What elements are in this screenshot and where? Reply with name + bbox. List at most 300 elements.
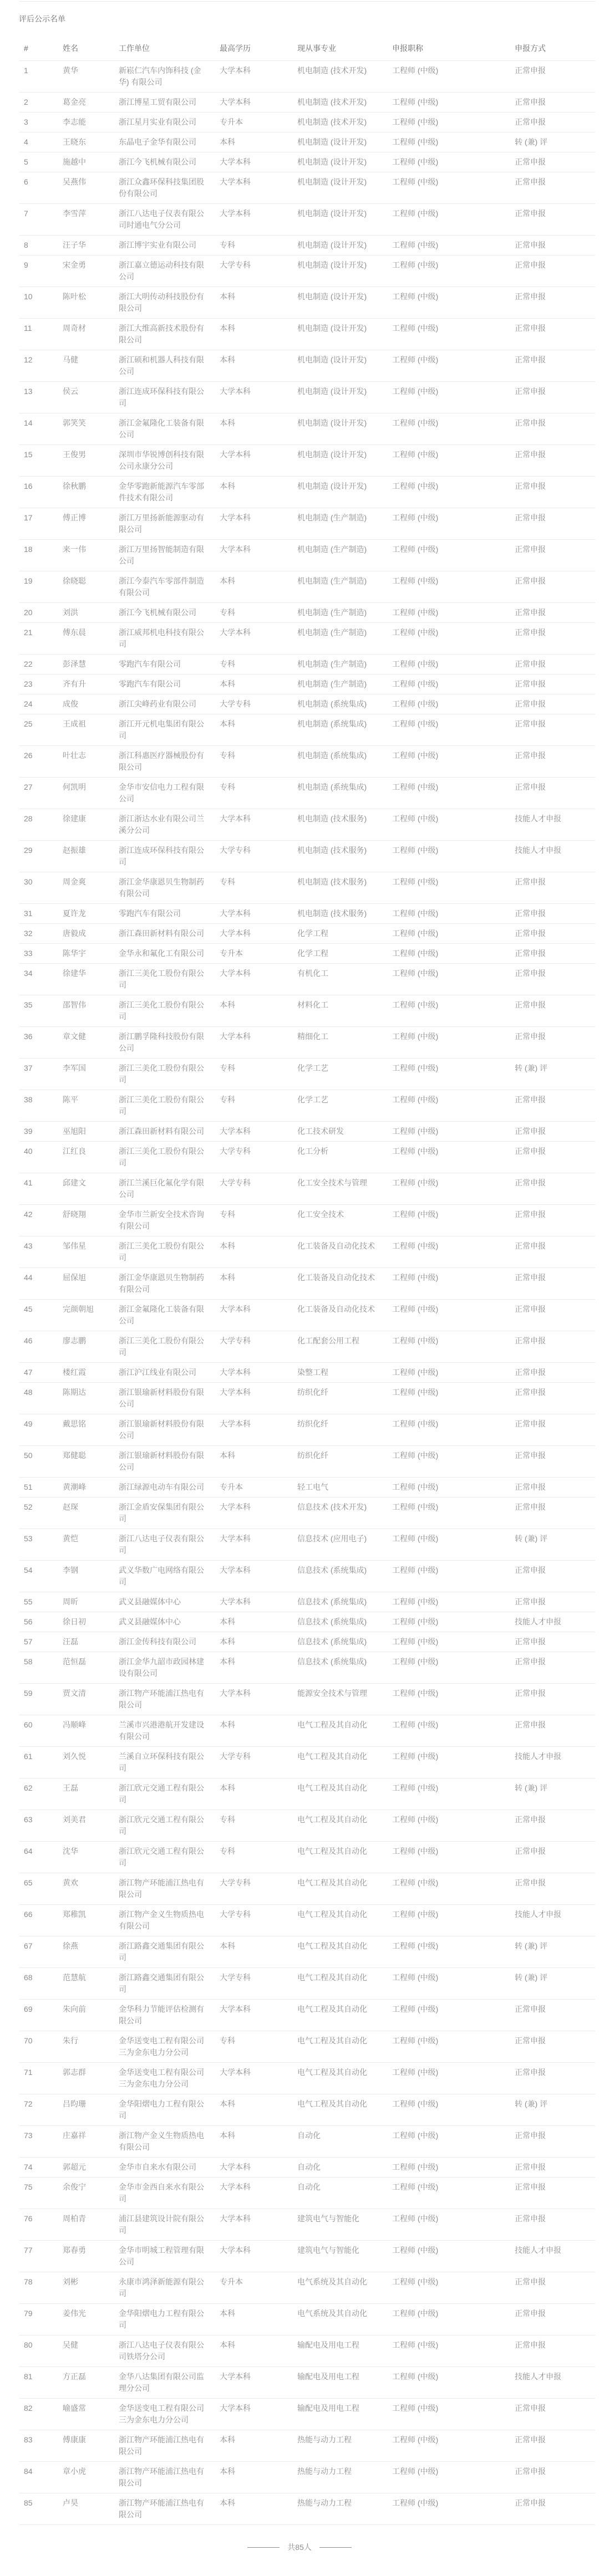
name-cell: 汪磊 [58, 1632, 114, 1652]
method-cell: 正常申报 [510, 1632, 595, 1652]
table-row [19, 904, 595, 924]
method-cell: 正常申报 [510, 603, 595, 623]
title-cell: 工程师 (中级) [388, 2335, 510, 2367]
index-cell: 3 [19, 113, 58, 132]
employer-cell: 浙江银瑜新材料股份有限公司 [114, 1414, 215, 1446]
table-row [19, 1652, 595, 1684]
name-cell: 余俊宁 [58, 2178, 114, 2209]
index-cell: 33 [19, 944, 58, 964]
title-cell: 工程师 (中级) [388, 2272, 510, 2304]
education-cell: 大学本科 [215, 382, 293, 413]
profession-cell: 输配电及用电工程 [293, 2367, 388, 2399]
employer-cell: 浙江连成环保科技有限公司 [114, 841, 215, 872]
method-cell: 正常申报 [510, 2158, 595, 2178]
name-cell: 沈华 [58, 1842, 114, 1873]
method-cell: 正常申报 [510, 287, 595, 319]
employer-cell: 浙江物产环能浦江热电有限公司 [114, 1684, 215, 1715]
table-row [19, 2000, 595, 2031]
method-cell: 正常申报 [510, 1478, 595, 1497]
profession-cell: 材料化工 [293, 995, 388, 1027]
employer-cell: 浙江嘉立德运动科技有限公司 [114, 255, 215, 287]
employer-cell: 浙江金华九韶市政园林建设有限公司 [114, 1652, 215, 1684]
employer-cell: 浙江路鑫交通集团有限公司 [114, 1968, 215, 2000]
title-cell: 工程师 (中级) [388, 714, 510, 746]
title-cell: 工程师 (中级) [388, 1142, 510, 1173]
name-cell: 徐秋鹏 [58, 477, 114, 508]
education-cell: 大学本科 [215, 964, 293, 995]
title-cell: 工程师 (中级) [388, 1715, 510, 1747]
profession-cell: 机电制造 (生产制造) [293, 674, 388, 694]
profession-cell: 电气系统及其自动化 [293, 2272, 388, 2304]
column-header-employer: 工作单位 [114, 37, 215, 61]
method-cell: 正常申报 [510, 571, 595, 603]
education-cell: 本科 [215, 1446, 293, 1478]
table-row [19, 1592, 595, 1612]
method-cell: 转 (兼) 评 [510, 132, 595, 152]
profession-cell: 热能与动力工程 [293, 2462, 388, 2493]
title-cell: 工程师 (中级) [388, 2031, 510, 2063]
index-cell: 79 [19, 2304, 58, 2335]
name-cell: 陈华宇 [58, 944, 114, 964]
education-cell: 大学本科 [215, 623, 293, 655]
title-cell: 工程师 (中级) [388, 319, 510, 350]
index-cell: 20 [19, 603, 58, 623]
employer-cell: 东晶电子金华有限公司 [114, 132, 215, 152]
method-cell: 转 (兼) 评 [510, 1936, 595, 1968]
name-cell: 周奇材 [58, 319, 114, 350]
table-row [19, 1059, 595, 1090]
column-header-name: 姓名 [58, 37, 114, 61]
education-cell: 本科 [215, 2462, 293, 2493]
table-row [19, 924, 595, 944]
table-row [19, 1090, 595, 1122]
profession-cell: 自动化 [293, 2178, 388, 2209]
method-cell: 正常申报 [510, 2272, 595, 2304]
table-row [19, 2209, 595, 2241]
name-cell: 王俊男 [58, 445, 114, 477]
title-cell: 工程师 (中级) [388, 841, 510, 872]
name-cell: 宋金勇 [58, 255, 114, 287]
employer-cell: 浙江威邦机电科技有限公司 [114, 623, 215, 655]
employer-cell: 金华送变电工程有限公司三为金东电力分公司 [114, 2031, 215, 2063]
employer-cell: 浙江物产金义生物质热电有限公司 [114, 1905, 215, 1936]
employer-cell: 浙江万里扬新能源驱动有限公司 [114, 508, 215, 540]
method-cell: 转 (兼) 评 [510, 1778, 595, 1810]
education-cell: 大学本科 [215, 2241, 293, 2272]
employer-cell: 浙江欣元交通工程有限公司 [114, 1810, 215, 1842]
index-cell: 25 [19, 714, 58, 746]
name-cell: 李志能 [58, 113, 114, 132]
education-cell: 专科 [215, 746, 293, 778]
title-cell: 工程师 (中级) [388, 964, 510, 995]
employer-cell: 浙江万里扬智能制造有限公司 [114, 540, 215, 571]
title-cell: 工程师 (中级) [388, 2126, 510, 2158]
method-cell: 正常申报 [510, 1300, 595, 1331]
profession-cell: 机电制造 (技术服务) [293, 872, 388, 904]
name-cell: 赵振雄 [58, 841, 114, 872]
index-cell: 64 [19, 1842, 58, 1873]
employer-cell: 浙江金华康恩贝生物制药有限公司 [114, 872, 215, 904]
title-cell: 工程师 (中级) [388, 1268, 510, 1300]
index-cell: 67 [19, 1936, 58, 1968]
name-cell: 刘彬 [58, 2272, 114, 2304]
name-cell: 黄恺 [58, 1529, 114, 1561]
education-cell: 专科 [215, 1059, 293, 1090]
title-cell: 工程师 (中级) [388, 674, 510, 694]
profession-cell: 机电制造 (系统集成) [293, 694, 388, 714]
name-cell: 郑稚凯 [58, 1905, 114, 1936]
table-row [19, 841, 595, 872]
profession-cell: 化工分析 [293, 1142, 388, 1173]
name-cell: 刘久悦 [58, 1747, 114, 1778]
employer-cell: 浙江兰溪巨化氟化学有限公司 [114, 1173, 215, 1205]
profession-cell: 电气系统及其自动化 [293, 2304, 388, 2335]
column-header-title: 申报职称 [388, 37, 510, 61]
profession-cell: 机电制造 (设计开发) [293, 172, 388, 204]
method-cell: 正常申报 [510, 2209, 595, 2241]
method-cell: 正常申报 [510, 904, 595, 924]
table-row [19, 382, 595, 413]
title-cell: 工程师 (中级) [388, 1684, 510, 1715]
education-cell: 专科 [215, 778, 293, 809]
title-cell: 工程师 (中级) [388, 152, 510, 172]
table-row [19, 2399, 595, 2430]
profession-cell: 建筑电气与智能化 [293, 2241, 388, 2272]
name-cell: 傅东晨 [58, 623, 114, 655]
education-cell: 专升本 [215, 944, 293, 964]
index-cell: 82 [19, 2399, 58, 2430]
name-cell: 李雪萍 [58, 204, 114, 236]
title-cell: 工程师 (中级) [388, 1529, 510, 1561]
method-cell: 正常申报 [510, 113, 595, 132]
title-cell: 工程师 (中级) [388, 382, 510, 413]
name-cell: 傅正博 [58, 508, 114, 540]
index-cell: 49 [19, 1414, 58, 1446]
method-cell: 正常申报 [510, 152, 595, 172]
profession-cell: 机电制造 (生产制造) [293, 508, 388, 540]
method-cell: 技能人才申报 [510, 1612, 595, 1632]
table-header-row [19, 37, 595, 61]
title-cell: 工程师 (中级) [388, 236, 510, 255]
index-cell: 6 [19, 172, 58, 204]
table-row [19, 113, 595, 132]
title-cell: 工程师 (中级) [388, 1968, 510, 2000]
profession-cell: 电气工程及其自动化 [293, 1936, 388, 1968]
employer-cell: 武义县融媒体中心 [114, 1612, 215, 1632]
name-cell: 陈期达 [58, 1383, 114, 1414]
profession-cell: 机电制造 (设计开发) [293, 152, 388, 172]
name-cell: 邱建文 [58, 1173, 114, 1205]
index-cell: 44 [19, 1268, 58, 1300]
method-cell: 正常申报 [510, 1414, 595, 1446]
employer-cell: 新崧仁汽车内饰科技 (金华) 有限公司 [114, 61, 215, 93]
method-cell: 正常申报 [510, 1810, 595, 1842]
method-cell: 正常申报 [510, 1122, 595, 1142]
method-cell: 正常申报 [510, 1090, 595, 1122]
index-cell: 54 [19, 1561, 58, 1592]
education-cell: 大学本科 [215, 1122, 293, 1142]
title-cell: 工程师 (中级) [388, 904, 510, 924]
employer-cell: 浙江众鑫环保科技集团股份有限公司 [114, 172, 215, 204]
education-cell: 大学专科 [215, 1968, 293, 2000]
title-cell: 工程师 (中级) [388, 2063, 510, 2094]
education-cell: 大学本科 [215, 93, 293, 113]
education-cell: 本科 [215, 2094, 293, 2126]
table-row [19, 1173, 595, 1205]
employer-cell: 浙江三美化工股份有限公司 [114, 964, 215, 995]
employer-cell: 浙江森田新材料有限公司 [114, 924, 215, 944]
index-cell: 7 [19, 204, 58, 236]
method-cell: 正常申报 [510, 746, 595, 778]
index-cell: 9 [19, 255, 58, 287]
index-cell: 28 [19, 809, 58, 841]
method-cell: 正常申报 [510, 872, 595, 904]
profession-cell: 输配电及用电工程 [293, 2399, 388, 2430]
table-row [19, 1905, 595, 1936]
profession-cell: 电气工程及其自动化 [293, 2000, 388, 2031]
name-cell: 郭超元 [58, 2158, 114, 2178]
table-row [19, 1842, 595, 1873]
profession-cell: 电气工程及其自动化 [293, 1778, 388, 1810]
method-cell: 正常申报 [510, 236, 595, 255]
employer-cell: 金华科力节能评估检测有限公司 [114, 2000, 215, 2031]
education-cell: 本科 [215, 1715, 293, 1747]
title-cell: 工程师 (中级) [388, 204, 510, 236]
education-cell: 大学本科 [215, 2178, 293, 2209]
profession-cell: 机电制造 (生产制造) [293, 603, 388, 623]
table-row [19, 1778, 595, 1810]
employer-cell: 金华送变电工程有限公司三为金东电力分公司 [114, 2399, 215, 2430]
title-cell: 工程师 (中级) [388, 1363, 510, 1383]
table-row [19, 1383, 595, 1414]
profession-cell: 机电制造 (系统集成) [293, 778, 388, 809]
profession-cell: 机电制造 (设计开发) [293, 319, 388, 350]
table-row [19, 508, 595, 540]
profession-cell: 纺织化纤 [293, 1446, 388, 1478]
table-row [19, 319, 595, 350]
name-cell: 范慧航 [58, 1968, 114, 2000]
index-cell: 69 [19, 2000, 58, 2031]
table-row [19, 2063, 595, 2094]
table-row [19, 204, 595, 236]
method-cell: 正常申报 [510, 714, 595, 746]
employer-cell: 金华八达集团有限公司监理分公司 [114, 2367, 215, 2399]
employer-cell: 金华市兰新安全技术咨询有限公司 [114, 1205, 215, 1236]
name-cell: 徐晓聪 [58, 571, 114, 603]
title-cell: 工程师 (中级) [388, 995, 510, 1027]
method-cell: 正常申报 [510, 1363, 595, 1383]
employer-cell: 金华阳熠电力工程有限公司 [114, 2304, 215, 2335]
profession-cell: 机电制造 (设计开发) [293, 255, 388, 287]
profession-cell: 化学工艺 [293, 1090, 388, 1122]
index-cell: 52 [19, 1497, 58, 1529]
footer-left-rule [247, 2547, 280, 2548]
profession-cell: 电气工程及其自动化 [293, 1968, 388, 2000]
column-header-education: 最高学历 [215, 37, 293, 61]
education-cell: 本科 [215, 1268, 293, 1300]
employer-cell: 浙江路鑫交通集团有限公司 [114, 1936, 215, 1968]
method-cell: 正常申报 [510, 413, 595, 445]
name-cell: 徐建华 [58, 964, 114, 995]
index-cell: 70 [19, 2031, 58, 2063]
applicant-table [19, 37, 595, 2525]
title-cell: 工程师 (中级) [388, 61, 510, 93]
method-cell: 正常申报 [510, 2031, 595, 2063]
name-cell: 范恒磊 [58, 1652, 114, 1684]
education-cell: 大学本科 [215, 508, 293, 540]
total-count-footer [0, 2542, 599, 2576]
title-cell: 工程师 (中级) [388, 2158, 510, 2178]
table-row [19, 1268, 595, 1300]
index-cell: 53 [19, 1529, 58, 1561]
method-cell: 正常申报 [510, 445, 595, 477]
title-cell: 工程师 (中级) [388, 1300, 510, 1331]
table-row [19, 2094, 595, 2126]
title-cell: 工程师 (中级) [388, 2399, 510, 2430]
title-cell: 工程师 (中级) [388, 1478, 510, 1497]
name-cell: 章文健 [58, 1027, 114, 1059]
name-cell: 郑春勇 [58, 2241, 114, 2272]
education-cell: 本科 [215, 1652, 293, 1684]
profession-cell: 机电制造 (生产制造) [293, 540, 388, 571]
profession-cell: 机电制造 (技术开发) [293, 93, 388, 113]
name-cell: 侯云 [58, 382, 114, 413]
employer-cell: 浙江物产环能浦江热电有限公司 [114, 2462, 215, 2493]
profession-cell: 轻工电气 [293, 1478, 388, 1497]
method-cell: 正常申报 [510, 2493, 595, 2525]
name-cell: 彭泽慧 [58, 655, 114, 674]
method-cell: 正常申报 [510, 1383, 595, 1414]
profession-cell: 机电制造 (设计开发) [293, 477, 388, 508]
name-cell: 完颜朝旭 [58, 1300, 114, 1331]
employer-cell: 浙江科惠医疗器械股份有限公司 [114, 746, 215, 778]
name-cell: 汪子华 [58, 236, 114, 255]
method-cell: 转 (兼) 评 [510, 1529, 595, 1561]
method-cell: 正常申报 [510, 778, 595, 809]
method-cell: 正常申报 [510, 2430, 595, 2462]
education-cell: 大学本科 [215, 1383, 293, 1414]
table-row [19, 1873, 595, 1905]
employer-cell: 浙江三美化工股份有限公司 [114, 1059, 215, 1090]
index-cell: 60 [19, 1715, 58, 1747]
employer-cell: 浙江鹏孚隆科技股份有限公司 [114, 1027, 215, 1059]
title-cell: 工程师 (中级) [388, 1592, 510, 1612]
index-cell: 5 [19, 152, 58, 172]
name-cell: 何凯明 [58, 778, 114, 809]
name-cell: 傅康康 [58, 2430, 114, 2462]
index-cell: 38 [19, 1090, 58, 1122]
profession-cell: 机电制造 (技术服务) [293, 809, 388, 841]
index-cell: 14 [19, 413, 58, 445]
employer-cell: 兰溪市兴港港航开发建设有限公司 [114, 1715, 215, 1747]
column-header-profession: 现从事专业 [293, 37, 388, 61]
title-cell: 工程师 (中级) [388, 113, 510, 132]
education-cell: 大学本科 [215, 1300, 293, 1331]
education-cell: 专升本 [215, 2272, 293, 2304]
title-cell: 工程师 (中级) [388, 1810, 510, 1842]
name-cell: 马健 [58, 350, 114, 382]
employer-cell: 浙江浙达水业有限公司兰溪分公司 [114, 809, 215, 841]
table-row [19, 623, 595, 655]
method-cell: 正常申报 [510, 1268, 595, 1300]
name-cell: 刘美君 [58, 1810, 114, 1842]
table-row [19, 809, 595, 841]
announcement-page [0, 1, 599, 2576]
education-cell: 专科 [215, 1090, 293, 1122]
method-cell: 正常申报 [510, 1331, 595, 1363]
table-row [19, 1205, 595, 1236]
education-cell: 大学专科 [215, 1331, 293, 1363]
table-row [19, 152, 595, 172]
title-cell: 工程师 (中级) [388, 132, 510, 152]
name-cell: 唐毅成 [58, 924, 114, 944]
education-cell: 大学专科 [215, 255, 293, 287]
name-cell: 周柏青 [58, 2209, 114, 2241]
method-cell: 正常申报 [510, 1142, 595, 1173]
employer-cell: 金华市安信电力工程有限公司 [114, 778, 215, 809]
title-cell: 工程师 (中级) [388, 508, 510, 540]
table-row [19, 540, 595, 571]
name-cell: 舒晓翔 [58, 1205, 114, 1236]
employer-cell: 浙江大明传动科技股份有限公司 [114, 287, 215, 319]
index-cell: 50 [19, 1446, 58, 1478]
method-cell: 正常申报 [510, 2304, 595, 2335]
education-cell: 大学本科 [215, 809, 293, 841]
employer-cell: 浙江三美化工股份有限公司 [114, 1090, 215, 1122]
table-row [19, 1363, 595, 1383]
name-cell: 吕昀珊 [58, 2094, 114, 2126]
education-cell: 大学专科 [215, 1142, 293, 1173]
education-cell: 本科 [215, 2430, 293, 2462]
title-cell: 工程师 (中级) [388, 445, 510, 477]
title-cell: 工程师 (中级) [388, 924, 510, 944]
employer-cell: 浙江银瑜新材料股份有限公司 [114, 1446, 215, 1478]
profession-cell: 信息技术 (系统集成) [293, 1612, 388, 1632]
employer-cell: 浙江金盾安保集团有限公司 [114, 1497, 215, 1529]
title-cell: 工程师 (中级) [388, 1446, 510, 1478]
method-cell: 正常申报 [510, 623, 595, 655]
employer-cell: 金华市金西自来水有限公司 [114, 2178, 215, 2209]
employer-cell: 浙江三美化工股份有限公司 [114, 1331, 215, 1363]
method-cell: 技能人才申报 [510, 2367, 595, 2399]
profession-cell: 机电制造 (设计开发) [293, 236, 388, 255]
title-cell: 工程师 (中级) [388, 477, 510, 508]
education-cell: 大学专科 [215, 1873, 293, 1905]
table-row [19, 2126, 595, 2158]
table-row [19, 350, 595, 382]
profession-cell: 纺织化纤 [293, 1414, 388, 1446]
index-cell: 48 [19, 1383, 58, 1414]
name-cell: 朱向前 [58, 2000, 114, 2031]
education-cell: 本科 [215, 1778, 293, 1810]
education-cell: 专升本 [215, 113, 293, 132]
profession-cell: 电气工程及其自动化 [293, 1873, 388, 1905]
education-cell: 专科 [215, 655, 293, 674]
name-cell: 李军国 [58, 1059, 114, 1090]
title-cell: 工程师 (中级) [388, 1936, 510, 1968]
method-cell: 正常申报 [510, 964, 595, 995]
profession-cell: 电气工程及其自动化 [293, 1905, 388, 1936]
title-cell: 工程师 (中级) [388, 571, 510, 603]
table-row [19, 2241, 595, 2272]
page-title: 评后公示名单 [19, 14, 65, 23]
method-cell: 正常申报 [510, 694, 595, 714]
index-cell: 11 [19, 319, 58, 350]
applicant-table-body [19, 61, 595, 2525]
employer-cell: 浙江星月实业有限公司 [114, 113, 215, 132]
employer-cell: 浙江物产环能浦江热电有限公司 [114, 1873, 215, 1905]
name-cell: 戴思铭 [58, 1414, 114, 1446]
